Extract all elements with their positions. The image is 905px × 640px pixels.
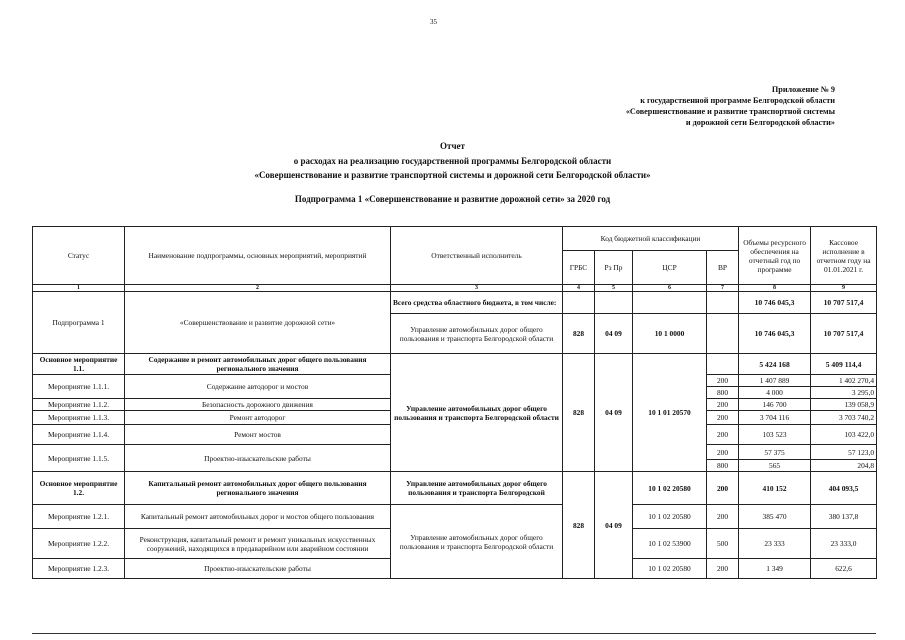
subprogram-title: Подпрограмма 1 «Совершенствование и развитие дорожной сети» за 2020 год: [294, 194, 611, 204]
csr-cell: 10 1 02 20580: [633, 559, 707, 579]
status-cell: Подпрограмма 1: [33, 292, 125, 354]
name-cell: Проектно-изыскательские работы: [125, 559, 391, 579]
csr-cell: 10 1 02 20580: [633, 472, 707, 505]
status-cell: Основное мероприятие 1.2.: [33, 472, 125, 505]
cash-cell: 3 703 740,2: [811, 411, 877, 425]
index-cell: 7: [707, 285, 739, 292]
status-cell: Мероприятие 1.2.2.: [33, 529, 125, 559]
appendix-line: Приложение № 9: [771, 85, 835, 94]
header-status: Статус: [33, 227, 125, 285]
name-cell: Капитальный ремонт автомобильных дорог общего пользования регионального значения: [125, 472, 391, 505]
name-cell: Содержание автодорог и мостов: [125, 375, 391, 399]
volume-cell: 4 000: [739, 387, 811, 399]
index-cell: 8: [739, 285, 811, 292]
volume-cell: 1 407 889: [739, 375, 811, 387]
csr-cell: 10 1 0000: [633, 314, 707, 354]
status-cell: Мероприятие 1.1.1.: [33, 375, 125, 399]
cash-cell: 139 058,9: [811, 399, 877, 411]
csr-cell: 10 1 02 53900: [633, 529, 707, 559]
volume-cell: 23 333: [739, 529, 811, 559]
name-cell: Проектно-изыскательские работы: [125, 445, 391, 472]
volume-cell: 146 700: [739, 399, 811, 411]
index-cell: 2: [125, 285, 391, 292]
cash-cell: 10 707 517,4: [811, 292, 877, 314]
rzpr-cell: 04 09: [595, 314, 633, 354]
header-csr: ЦСР: [633, 251, 707, 285]
rzpr-cell: 04 09: [595, 472, 633, 579]
appendix-header: [475, 84, 835, 128]
cash-cell: 57 123,0: [811, 445, 877, 460]
grbs-cell: 828: [563, 472, 595, 579]
volume-cell: 410 152: [739, 472, 811, 505]
index-cell: 9: [811, 285, 877, 292]
executor-cell: Всего средства областного бюджета, в том числе:: [391, 292, 563, 314]
csr-cell: 10 1 02 20580: [633, 505, 707, 529]
cash-cell: 1 402 270,4: [811, 375, 877, 387]
bottom-rule: [32, 633, 876, 634]
vr-cell: 200: [707, 445, 739, 460]
vr-cell: 200: [707, 505, 739, 529]
cash-cell: 622,6: [811, 559, 877, 579]
status-cell: Мероприятие 1.2.1.: [33, 505, 125, 529]
volume-cell: 3 704 116: [739, 411, 811, 425]
status-cell: Мероприятие 1.2.3.: [33, 559, 125, 579]
executor-cell: Управление автомобильных дорог общего пользования и транспорта Белгородской области: [391, 505, 563, 579]
name-cell: Содержание и ремонт автомобильных дорог общего пользования регионального значения: [125, 354, 391, 375]
cash-cell: 10 707 517,4: [811, 314, 877, 354]
executor-cell: Управление автомобильных дорог общего пользования и транспорта Белгородской области: [391, 354, 563, 472]
volume-cell: 10 746 045,3: [739, 292, 811, 314]
vr-cell: 800: [707, 387, 739, 399]
volume-cell: 10 746 045,3: [739, 314, 811, 354]
grbs-cell: 828: [563, 354, 595, 472]
vr-cell: 800: [707, 460, 739, 472]
program-name: «Совершенствование и развитие транспортной системы и дорожной сети Белгородской области»: [254, 170, 651, 180]
appendix-line: и дорожной сети Белгородской области»: [685, 118, 835, 127]
vr-cell: 200: [707, 425, 739, 445]
status-cell: Мероприятие 1.1.5.: [33, 445, 125, 472]
vr-cell: 200: [707, 375, 739, 387]
status-cell: Основное мероприятие 1.1.: [33, 354, 125, 375]
vr-cell: 500: [707, 529, 739, 559]
status-cell: Мероприятие 1.1.4.: [33, 425, 125, 445]
name-cell: Реконструкция, капитальный ремонт и ремонт уникальных искусственных сооружений, находящихся в предаварийном или аварийном состоянии: [125, 529, 391, 559]
header-name: Наименование подпрограммы, основных мероприятий, мероприятий: [125, 227, 391, 285]
header-executor: Ответственный исполнитель: [391, 227, 563, 285]
csr-cell: 10 1 01 20570: [633, 354, 707, 472]
report-subtitle: о расходах на реализацию государственной программы Белгородской области: [293, 156, 612, 166]
index-cell: 6: [633, 285, 707, 292]
status-cell: Мероприятие 1.1.3.: [33, 411, 125, 425]
header-volume: Объемы ресурсного обеспечения на отчетный год по программе: [739, 227, 811, 285]
name-cell: Капитальный ремонт автомобильных дорог и мостов общего пользования: [125, 505, 391, 529]
cash-cell: 103 422,0: [811, 425, 877, 445]
header-cash: Кассовое исполнение в отчетном году на 01.01.2021 г.: [811, 227, 877, 285]
index-cell: 5: [595, 285, 633, 292]
cash-cell: 204,8: [811, 460, 877, 472]
appendix-line: к государственной программе Белгородской области: [640, 96, 835, 105]
grbs-cell: 828: [563, 314, 595, 354]
cash-cell: 5 409 114,4: [811, 354, 877, 375]
volume-cell: 565: [739, 460, 811, 472]
header-vr: ВР: [707, 251, 739, 285]
cash-cell: 3 295,0: [811, 387, 877, 399]
volume-cell: 5 424 168: [739, 354, 811, 375]
vr-cell: 200: [707, 411, 739, 425]
name-cell: Ремонт автодорог: [125, 411, 391, 425]
cash-cell: 23 333,0: [811, 529, 877, 559]
name-cell: Безопасность дорожного движения: [125, 399, 391, 411]
name-cell: Ремонт мостов: [125, 425, 391, 445]
header-rzpr: Рз Пр: [595, 251, 633, 285]
vr-cell: 200: [707, 559, 739, 579]
volume-cell: 385 470: [739, 505, 811, 529]
expense-table: [32, 226, 877, 579]
volume-cell: 57 375: [739, 445, 811, 460]
executor-cell: Управление автомобильных дорог общего пользования и транспорта Белгородской: [391, 472, 563, 505]
header-grbs: ГРБС: [563, 251, 595, 285]
volume-cell: 1 349: [739, 559, 811, 579]
header-budget-code: Код бюджетной классификации: [563, 227, 739, 251]
status-cell: Мероприятие 1.1.2.: [33, 399, 125, 411]
index-cell: 4: [563, 285, 595, 292]
index-cell: 3: [391, 285, 563, 292]
report-title: Отчет: [440, 141, 465, 151]
appendix-line: «Совершенствование и развитие транспортной системы: [625, 107, 835, 116]
volume-cell: 103 523: [739, 425, 811, 445]
rzpr-cell: 04 09: [595, 354, 633, 472]
cash-cell: 380 137,8: [811, 505, 877, 529]
index-cell: 1: [33, 285, 125, 292]
vr-cell: 200: [707, 472, 739, 505]
vr-cell: 200: [707, 399, 739, 411]
page-number: 35: [430, 18, 437, 26]
executor-cell: Управление автомобильных дорог общего пользования и транспорта Белгородской области: [391, 314, 563, 354]
name-cell: «Совершенствование и развитие дорожной сети»: [125, 292, 391, 354]
cash-cell: 404 093,5: [811, 472, 877, 505]
